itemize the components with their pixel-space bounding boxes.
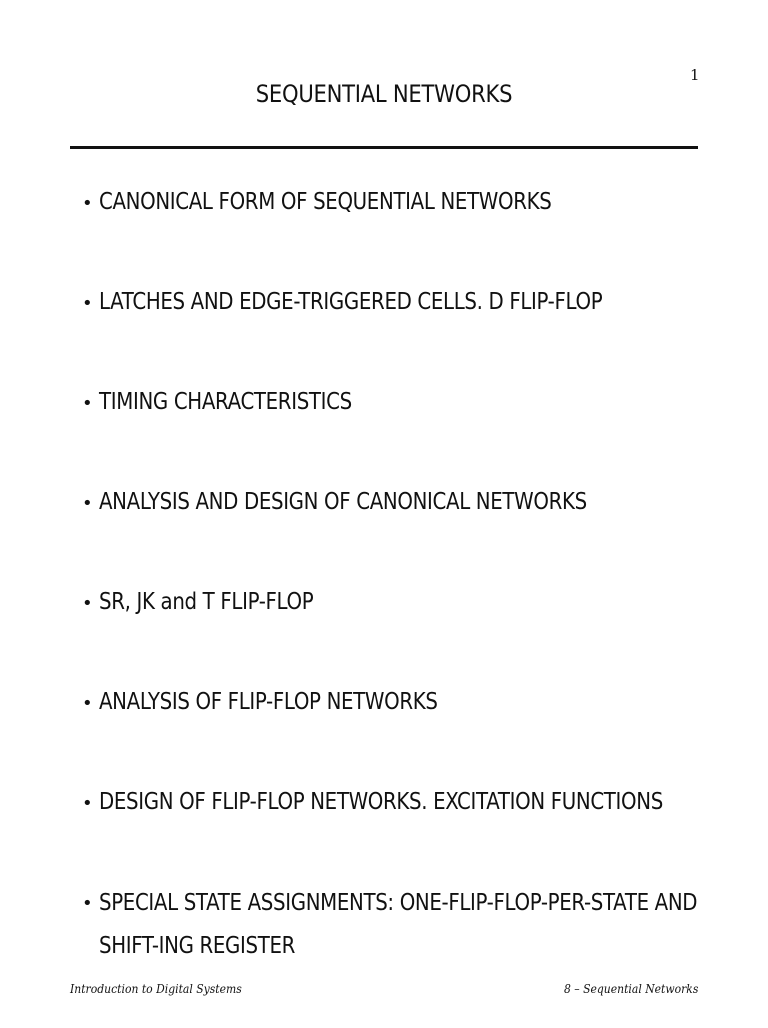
topic-text: CANONICAL FORM OF SEQUENTIAL NETWORKS xyxy=(99,189,552,215)
bullet-icon: • xyxy=(82,693,93,714)
topic-text: LATCHES AND EDGE-TRIGGERED CELLS. D FLIP-FLOP xyxy=(99,289,603,315)
topic-item xyxy=(82,182,732,222)
topic-text: TIMING CHARACTERISTICS xyxy=(99,389,352,415)
footer-course-title: Introduction to Digital Systems xyxy=(70,982,242,996)
slide-title: SEQUENTIAL NETWORKS xyxy=(255,80,513,108)
topic-item xyxy=(82,382,732,422)
bullet-icon: • xyxy=(82,593,93,614)
bullet-icon: • xyxy=(82,193,93,214)
page-number: 1 xyxy=(690,66,700,84)
topic-item xyxy=(82,282,732,322)
topic-list xyxy=(82,182,732,1028)
topic-item xyxy=(82,782,732,822)
topic-text: DESIGN OF FLIP-FLOP NETWORKS. EXCITATION FUNCTIONS xyxy=(99,789,663,815)
topic-item xyxy=(82,882,732,968)
bullet-icon: • xyxy=(82,293,93,314)
bullet-icon: • xyxy=(82,493,93,514)
bullet-icon: • xyxy=(82,893,93,914)
topic-item xyxy=(82,682,732,722)
topic-text: SPECIAL STATE ASSIGNMENTS: ONE-FLIP-FLOP-PER-STATE AND SHIFT-ING REGISTER xyxy=(99,890,698,959)
topic-text: ANALYSIS OF FLIP-FLOP NETWORKS xyxy=(99,689,438,715)
bullet-icon: • xyxy=(82,393,93,414)
title-rule xyxy=(70,146,698,149)
bullet-icon: • xyxy=(82,793,93,814)
topic-text: SR, JK and T FLIP-FLOP xyxy=(99,589,314,615)
footer-chapter-title: 8 – Sequential Networks xyxy=(563,982,698,996)
topic-item xyxy=(82,582,732,622)
topic-text: ANALYSIS AND DESIGN OF CANONICAL NETWORKS xyxy=(99,489,587,515)
topic-item xyxy=(82,482,732,522)
